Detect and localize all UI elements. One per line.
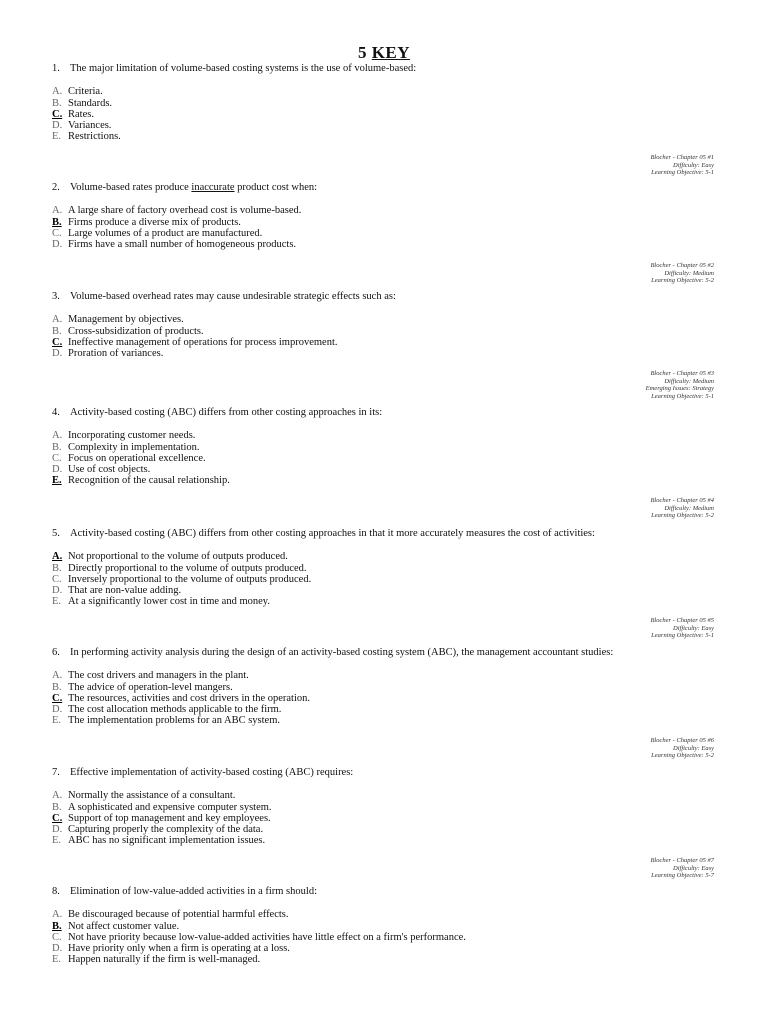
- option-e: E. ABC has no significant implementation issues.: [52, 835, 266, 847]
- option-a: A. Normally the assistance of a consultant.: [52, 790, 236, 802]
- option-d: D. Variances.: [52, 120, 112, 132]
- question-7: [52, 767, 728, 847]
- option-a: A. The cost drivers and managers in the plant.: [52, 670, 249, 682]
- option-d: D. Have priority only when a firm is operating at a loss.: [52, 943, 290, 955]
- option-c: C. Inversely proportional to the volume of outputs produced.: [52, 573, 312, 585]
- option-c: C. Not have priority because low-value-added activities have little effect on a firm's performance.: [52, 931, 466, 943]
- question-6-meta: Blocher - Chapter 05 #6 Difficulty: Easy Learning Objective: 5-2: [650, 737, 714, 760]
- option-b: B. Complexity in implementation.: [52, 441, 200, 453]
- option-d: D. Use of cost objects.: [52, 464, 151, 476]
- option-a: A. Incorporating customer needs.: [52, 430, 196, 442]
- question-text: 2. Volume-based rates produce inaccurate product cost when:: [52, 182, 318, 193]
- option-a: A. Management by objectives.: [52, 314, 184, 326]
- question-text: 5. Activity-based costing (ABC) differs from other costing approaches in that it more accurately measures the cost of activities:: [52, 528, 595, 539]
- option-list: [52, 670, 728, 726]
- option-b: B. The advice of operation-level mangers.: [52, 681, 233, 693]
- question-text: 8. Elimination of low-value-added activities in a firm should:: [52, 886, 317, 897]
- option-b: B. Cross-subsidization of products.: [52, 325, 204, 337]
- option-d: D. That are non-value adding.: [52, 585, 182, 597]
- question-1-meta: Blocher - Chapter 05 #1 Difficulty: Easy Learning Objective: 5-1: [650, 154, 714, 177]
- page-title: [0, 43, 768, 63]
- title-key: KEY: [371, 43, 411, 62]
- option-b: B. Not affect customer value.: [52, 920, 180, 932]
- option-list: [52, 551, 728, 607]
- option-list: [52, 205, 728, 250]
- question-5: [52, 528, 728, 608]
- question-text: 4. Activity-based costing (ABC) differs from other costing approaches in its:: [52, 407, 383, 418]
- option-e: E. Happen naturally if the firm is well-managed.: [52, 954, 261, 966]
- question-4-meta: Blocher - Chapter 05 #4 Difficulty: Medium Learning Objective: 5-2: [650, 497, 714, 520]
- option-b: B. Directly proportional to the volume of outputs produced.: [52, 562, 307, 574]
- option-c: C. Rates.: [52, 108, 94, 120]
- option-c: C. Large volumes of a product are manufactured.: [52, 227, 263, 239]
- option-a: A. A large share of factory overhead cost is volume-based.: [52, 205, 302, 217]
- option-e: E. At a significantly lower cost in time and money.: [52, 596, 270, 608]
- option-d: D. Firms have a small number of homogeneous products.: [52, 239, 297, 251]
- option-list: [52, 86, 728, 142]
- question-2-meta: Blocher - Chapter 05 #2 Difficulty: Medium Learning Objective: 5-2: [650, 262, 714, 285]
- question-2: [52, 182, 728, 250]
- question-7-meta: Blocher - Chapter 05 #7 Difficulty: Easy Learning Objective: 5-7: [650, 857, 714, 880]
- option-d: D. Capturing properly the complexity of the data.: [52, 824, 264, 836]
- question-text: 3. Volume-based overhead rates may cause undesirable strategic effects such as:: [52, 291, 396, 302]
- question-3: [52, 291, 728, 359]
- option-b: B. Standards.: [52, 97, 113, 109]
- option-a: A. Not proportional to the volume of outputs produced.: [52, 551, 288, 563]
- question-4: [52, 407, 728, 487]
- option-c: C. Support of top management and key employees.: [52, 812, 271, 824]
- option-a: A. Criteria.: [52, 86, 103, 98]
- option-b: B. Firms produce a diverse mix of products.: [52, 216, 241, 228]
- question-text: 6. In performing activity analysis during the design of an activity-based costing system (ABC), the management accountant studies:: [52, 647, 614, 658]
- option-d: D. The cost allocation methods applicable to the firm.: [52, 704, 282, 716]
- option-list: [52, 790, 728, 846]
- option-e: E. Recognition of the causal relationship.: [52, 475, 230, 487]
- title-number: 5: [357, 43, 367, 62]
- question-text: 7. Effective implementation of activity-based costing (ABC) requires:: [52, 767, 354, 778]
- option-b: B. A sophisticated and expensive computer system.: [52, 801, 272, 813]
- option-list: [52, 430, 728, 486]
- option-list: [52, 314, 728, 359]
- option-d: D. Proration of variances.: [52, 348, 164, 360]
- option-c: C. Ineffective management of operations for process improvement.: [52, 336, 338, 348]
- question-5-meta: Blocher - Chapter 05 #5 Difficulty: Easy Learning Objective: 5-1: [650, 617, 714, 640]
- option-c: C. The resources, activities and cost drivers in the operation.: [52, 692, 311, 704]
- option-list: [52, 909, 728, 965]
- question-8: [52, 886, 728, 966]
- question-3-meta: Blocher - Chapter 05 #3 Difficulty: Medium Emerging Issues: Strategy Learning Objective: 5-1: [645, 370, 714, 401]
- option-e: E. The implementation problems for an ABC system.: [52, 715, 281, 727]
- option-a: A. Be discouraged because of potential harmful effects.: [52, 909, 289, 921]
- question-1: [52, 63, 728, 143]
- question-text: 1. The major limitation of volume-based costing systems is the use of volume-based:: [52, 63, 417, 74]
- option-e: E. Restrictions.: [52, 131, 121, 143]
- question-6: [52, 647, 728, 727]
- option-c: C. Focus on operational excellence.: [52, 452, 206, 464]
